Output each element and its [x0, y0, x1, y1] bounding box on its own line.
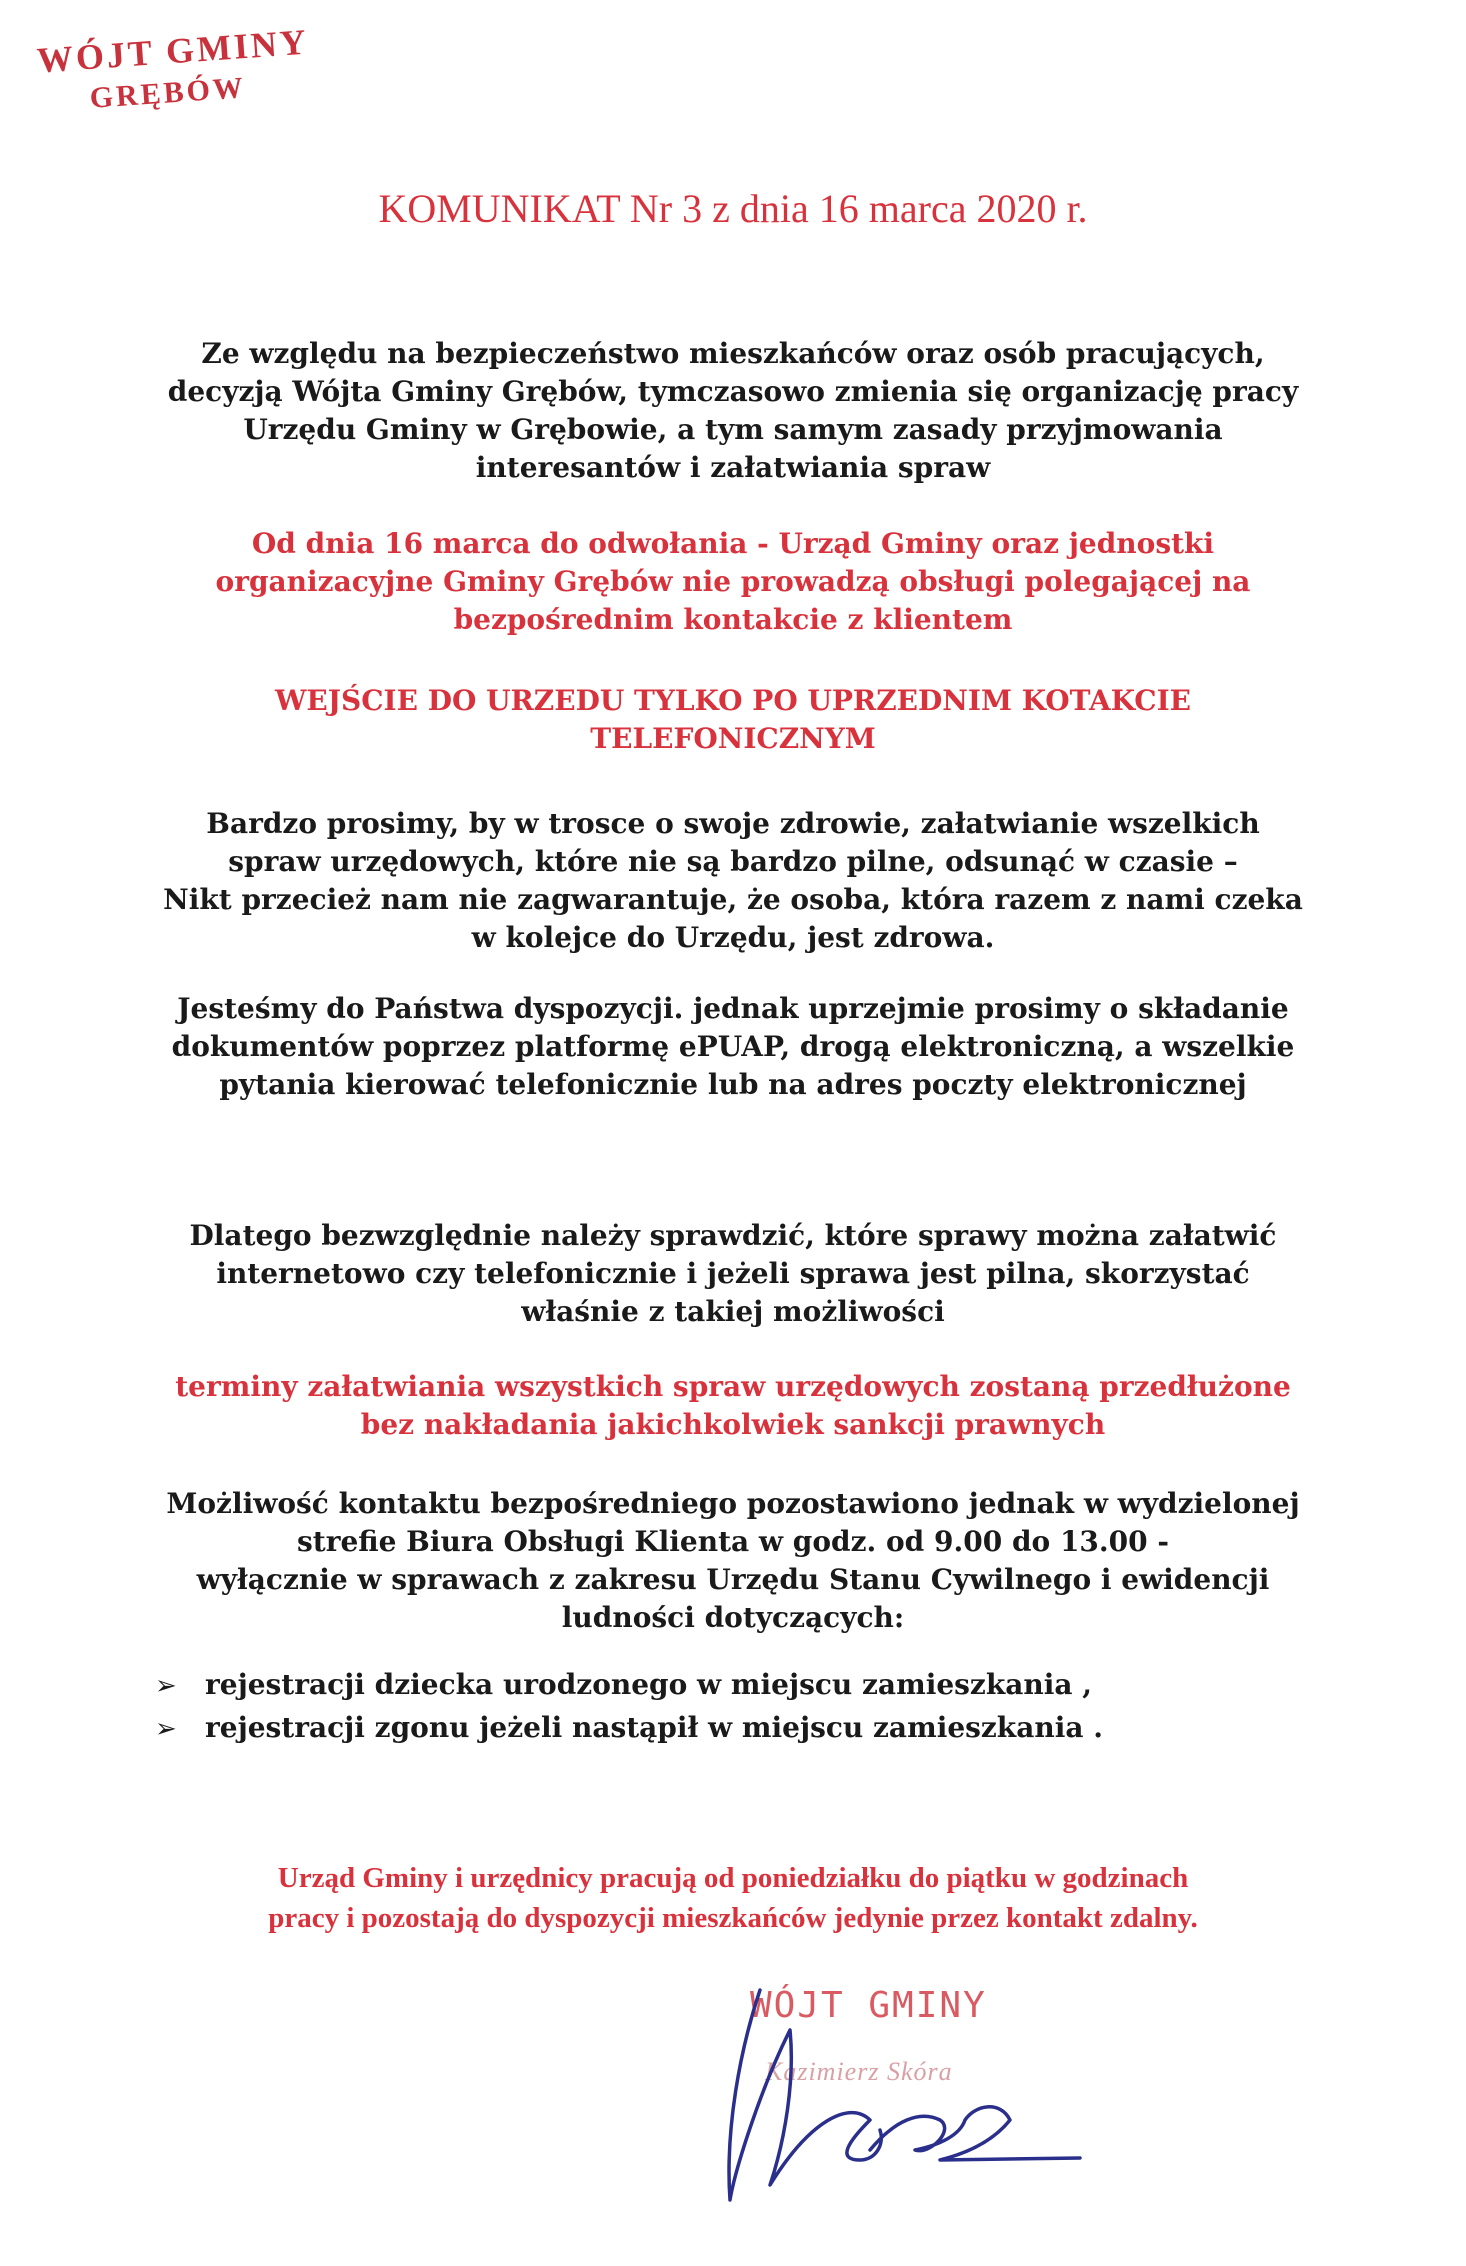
list-item: [155, 1664, 1103, 1707]
signature-stamp-name: Kazimierz Skóra: [765, 2057, 953, 2086]
text-line: bez nakładania jakichkolwiek sankcji prawnych: [360, 1408, 1106, 1441]
footer-notice: [0, 1858, 1466, 1938]
text-line: TELEFONICZNYM: [590, 722, 876, 755]
text-line: ludności dotyczących:: [561, 1601, 905, 1634]
text-line: organizacyjne Gminy Grębów nie prowadzą obsługi polegającej na: [215, 565, 1251, 598]
text-line: strefie Biura Obsługi Klienta w godz. od 9.00 do 13.00 -: [297, 1525, 1169, 1558]
list-item: [155, 1707, 1103, 1750]
text-line: decyzją Wójta Gminy Grębów, tymczasowo zmienia się organizację pracy: [167, 375, 1299, 408]
handwritten-signature-icon: [700, 1970, 1100, 2230]
stamp-line-1: WÓJT GMINY: [35, 21, 311, 81]
bullet-list: [155, 1664, 1103, 1750]
paragraph-deadlines: [100, 1368, 1366, 1444]
document-title: KOMUNIKAT Nr 3 z dnia 16 marca 2020 r.: [378, 186, 1088, 231]
text-line: właśnie z takiej możliwości: [521, 1295, 945, 1328]
text-line: Nikt przecież nam nie zagwarantuje, że osoba, która razem z nami czeka: [163, 883, 1303, 916]
office-stamp: [36, 21, 313, 120]
text-line: interesantów i załatwiania spraw: [475, 451, 991, 484]
paragraph-check-cases: [100, 1217, 1366, 1331]
text-line: dokumentów poprzez platformę ePUAP, drogą elektroniczną, a wszelkie: [171, 1030, 1295, 1063]
text-line: Bardzo prosimy, by w trosce o swoje zdrowie, załatwianie wszelkich: [206, 807, 1260, 840]
paragraph-intro: [100, 335, 1366, 487]
signature-stamp-title: WÓJT GMINY: [750, 1985, 987, 2026]
text-line: internetowo czy telefonicznie i jeżeli sprawa jest pilna, skorzystać: [216, 1257, 1250, 1290]
text-line: Ze względu na bezpieczeństwo mieszkańców oraz osób pracujących,: [201, 337, 1265, 370]
text-line: WEJŚCIE DO URZEDU TYLKO PO UPRZEDNIM KOTAKCIE: [274, 684, 1192, 717]
arrow-bullet-icon: ➢: [155, 1671, 177, 1701]
list-item-text: rejestracji dziecka urodzonego w miejscu zamieszkania ,: [205, 1668, 1092, 1701]
arrow-bullet-icon: ➢: [155, 1714, 177, 1744]
paragraph-request: [100, 805, 1366, 957]
paragraph-entry-notice: [100, 682, 1366, 758]
text-line: pracy i pozostają do dyspozycji mieszkańców jedynie przez kontakt zdalny.: [268, 1902, 1198, 1934]
list-item-text: rejestracji zgonu jeżeli nastąpił w miejscu zamieszkania .: [205, 1711, 1103, 1744]
text-line: Urząd Gminy i urzędnicy pracują od poniedziałku do piątku w godzinach: [277, 1862, 1189, 1894]
paragraph-direct-contact: [100, 1485, 1366, 1637]
stamp-line-2: GRĘBÓW: [88, 71, 247, 115]
text-line: Możliwość kontaktu bezpośredniego pozostawiono jednak w wydzielonej: [166, 1487, 1300, 1520]
text-line: Urzędu Gminy w Grębowie, a tym samym zasady przyjmowania: [243, 413, 1223, 446]
paragraph-closure-notice: [100, 525, 1366, 639]
text-line: w kolejce do Urzędu, jest zdrowa.: [471, 921, 995, 954]
text-line: Jesteśmy do Państwa dyspozycji. jednak uprzejmie prosimy o składanie: [177, 992, 1289, 1025]
text-line: wyłącznie w sprawach z zakresu Urzędu Stanu Cywilnego i ewidencji: [196, 1563, 1270, 1596]
text-line: pytania kierować telefonicznie lub na adres poczty elektronicznej: [219, 1068, 1247, 1101]
text-line: spraw urzędowych, które nie są bardzo pilne, odsunąć w czasie –: [228, 845, 1238, 878]
text-line: Od dnia 16 marca do odwołania - Urząd Gminy oraz jednostki: [251, 527, 1215, 560]
text-line: bezpośrednim kontakcie z klientem: [453, 603, 1013, 636]
text-line: terminy załatwiania wszystkich spraw urzędowych zostaną przedłużone: [175, 1370, 1291, 1403]
paragraph-epuap: [100, 990, 1366, 1104]
text-line: Dlatego bezwzględnie należy sprawdzić, które sprawy można załatwić: [189, 1219, 1277, 1252]
